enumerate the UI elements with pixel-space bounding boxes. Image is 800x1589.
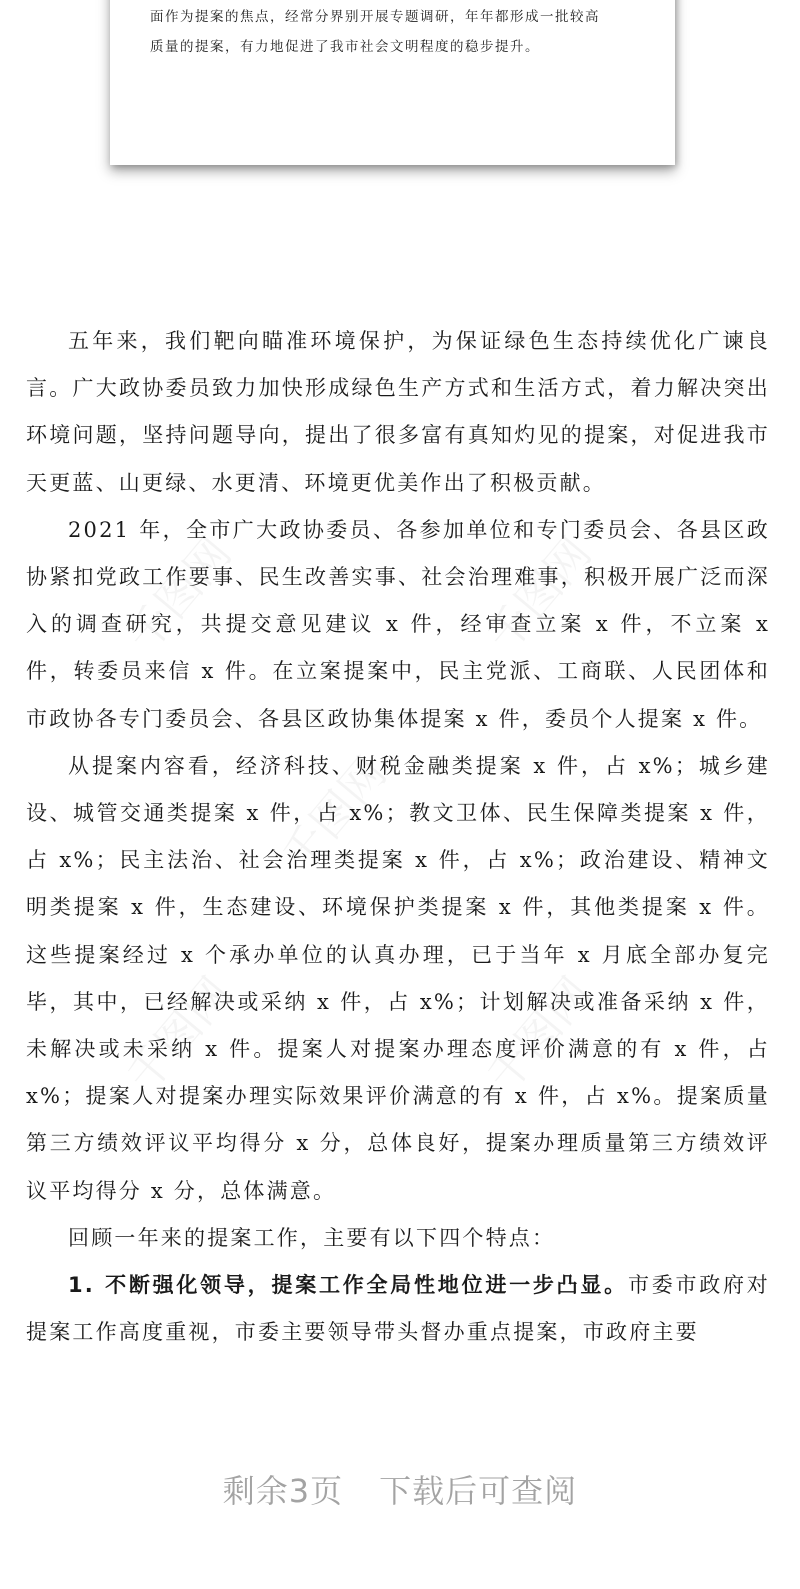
paragraph: 从提案内容看，经济科技、财税金融类提案 x 件，占 x%；城乡建设、城管交通类提案 x 件，占 x%；教文卫体、民生保障类提案 x 件，占 x%；民主法治、社会治理类提案 x 件，占 x%；政治建设、精神文明类提案 x 件，生态建设、环境保护类提案 x 件，其他类提案 x 件。这些提案经过 x 个承办单位的认真办理，已于当年 x 月底全部办复完毕，其中，已经解决或采纳 x 件，占 x%；计划解决或准备采纳 x 件，未解决或未采纳 x 件。提案人对提案办理态度评价满意的有 x 件，占 x%；提案人对提案办理实际效果评价满意的有 x 件，占 x%。提案质量第三方绩效评议平均得分 x 分，总体良好，提案办理质量第三方绩效评议平均得分 x 分，总体满意。 <box>26 753 770 1203</box>
preview-line: 面作为提案的焦点，经常分界别开展专题调研，年年都形成一批较高 <box>150 9 600 25</box>
preview-line: 质量的提案，有力地促进了我市社会文明程度的稳步提升。 <box>150 39 540 55</box>
point-body: 市委市政府对提案工作高度重视，市委主要领导带头督办重点提案，市政府主要 <box>26 1273 770 1345</box>
remaining-pages-label: 剩余3页 <box>222 1472 344 1510</box>
point-heading: 1. 不断强化领导，提案工作全局性地位进一步凸显。 <box>68 1273 628 1298</box>
point-paragraph <box>26 1262 770 1356</box>
paragraph: 2021 年，全市广大政协委员、各参加单位和专门委员会、各县区政协紧扣党政工作要事、民生改善实事、社会治理难事，积极开展广泛而深入的调查研究，共提交意见建议 x 件，经审查立案 x 件，不立案 x 件，转委员来信 x 件。在立案提案中，民主党派、工商联、人民团体和市政协各专门委员会、各县区政协集体提案 x 件，委员个人提案 x 件。 <box>26 517 770 731</box>
preview-page-text <box>150 2 650 62</box>
document-body <box>26 318 770 1356</box>
download-to-view-label: 下载后可查阅 <box>379 1472 578 1510</box>
preview-page-card <box>110 0 675 165</box>
paragraph: 回顾一年来的提案工作，主要有以下四个特点： <box>68 1225 556 1250</box>
download-hint[interactable] <box>0 1466 800 1512</box>
paragraph: 五年来，我们靶向瞄准环境保护，为保证绿色生态持续优化广谏良言。广大政协委员致力加快形成绿色生产方式和生活方式，着力解决突出环境问题，坚持问题导向，提出了很多富有真知灼见的提案，对促进我市天更蓝、山更绿、水更清、环境更优美作出了积极贡献。 <box>26 329 770 495</box>
